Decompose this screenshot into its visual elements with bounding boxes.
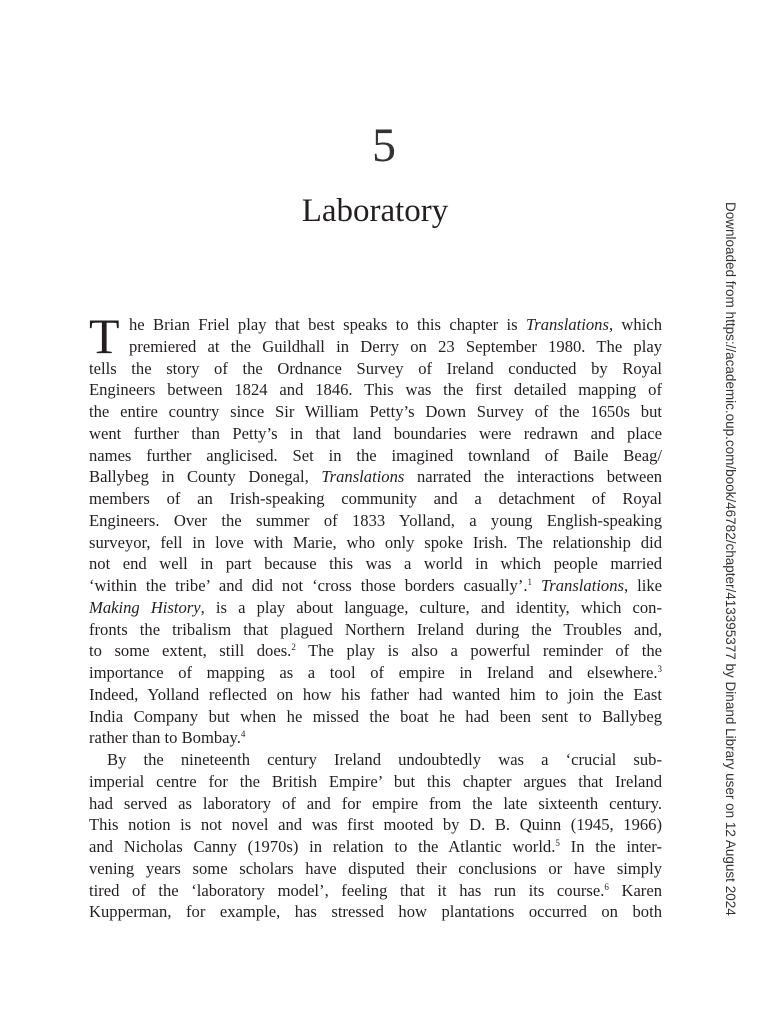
text-line: By the nineteenth century Ireland undoubtedly was a ‘crucial sub- (107, 750, 662, 769)
footnote-ref: 2 (291, 642, 296, 653)
text-line: Kupperman, for example, has stressed how plantations occurred on both (89, 902, 662, 922)
footnote-ref: 4 (240, 729, 246, 740)
text-line: importance of mapping as a tool of empire in Ireland and elsewhere.$^3$ (89, 663, 662, 682)
italic-title: Translations (321, 467, 405, 487)
paragraph-1 (89, 308, 663, 749)
text-line: had served as laboratory of and for empire from the late sixteenth century. (89, 793, 662, 813)
text-line: went further than Petty’s in that land boundaries were redrawn and place (89, 423, 662, 443)
text-line: names further anglicised. Set in the imagined townland of Baile Beag/ (89, 445, 662, 465)
text-line: Engineers. Over the summer of 1833 Yolland, a young English-speaking (89, 510, 662, 530)
chapter-title: Laboratory (301, 193, 449, 229)
footnote-ref: 6 (604, 881, 609, 892)
footnote-ref: 3 (657, 664, 662, 674)
footnote-ref: 1 (527, 577, 532, 587)
text-line: premiered at the Guildhall in Derry on 23 September 1980. The play (129, 336, 662, 356)
text-line: India Company but when he missed the boat he had been sent to Ballybeg (89, 706, 662, 726)
download-watermark: Downloaded from https://academic.oup.com/book/46782/chapter/413395377 by Dinand Library user on 12 August 2024 (723, 202, 738, 916)
footnote-ref: 5 (555, 838, 560, 848)
text-line: Indeed, Yolland reflected on how his father had wanted him to join the East (89, 684, 662, 704)
text-line: Making History, is a play about language, culture, and identity, which con- (89, 597, 662, 617)
text-line: he Brian Friel play that best speaks to this chapter is Translations, which (129, 315, 662, 334)
text-line: vening years some scholars have disputed their conclusions or have simply (89, 858, 662, 878)
italic-title: Translations (525, 315, 609, 334)
chapter-body (89, 308, 663, 923)
text-line: tells the story of the Ordnance Survey of Ireland conducted by Royal (89, 358, 662, 378)
text-line: imperial centre for the British Empire’ but this chapter argues that Ireland (89, 771, 662, 791)
italic-title: Making History (89, 597, 201, 617)
text-line: and Nicholas Canny (1970s) in relation to the Atlantic world.$^5$ In the inter- (89, 837, 662, 856)
drop-cap: T (89, 308, 120, 364)
text-line: This notion is not novel and was first mooted by D. B. Quinn (1945, 1966) (89, 815, 662, 835)
paragraph-2 (89, 749, 662, 923)
text-line: surveyor, fell in love with Marie, who only spoke Irish. The relationship did (89, 532, 662, 552)
chapter-number: 5 (372, 119, 396, 172)
italic-title: Translations (540, 576, 624, 595)
text-line: Ballybeg in County Donegal, Translations narrated the interactions between (89, 467, 662, 487)
text-line: tired of the ‘laboratory model’, feeling that it has run its course.$^6$ Karen (89, 880, 662, 900)
text-line: the entire country since Sir William Petty’s Down Survey of the 1650s but (89, 402, 662, 421)
text-line: fronts the tribalism that plagued Northern Ireland during the Troubles and, (89, 619, 662, 639)
text-line: to some extent, still does.$^2$ The play is also a powerful reminder of the (89, 641, 662, 661)
text-line: Engineers between 1824 and 1846. This was the first detailed mapping of (89, 380, 662, 400)
text-line: ‘within the tribe’ and did not ‘cross those borders casually’.$^1$ Translations, like (89, 576, 663, 595)
text-line: members of an Irish-speaking community and a detachment of Royal (89, 489, 662, 508)
text-line: not end well in part because this was a world in which people married (89, 554, 662, 574)
text-line: rather than to Bombay.$^4$ (89, 728, 246, 748)
